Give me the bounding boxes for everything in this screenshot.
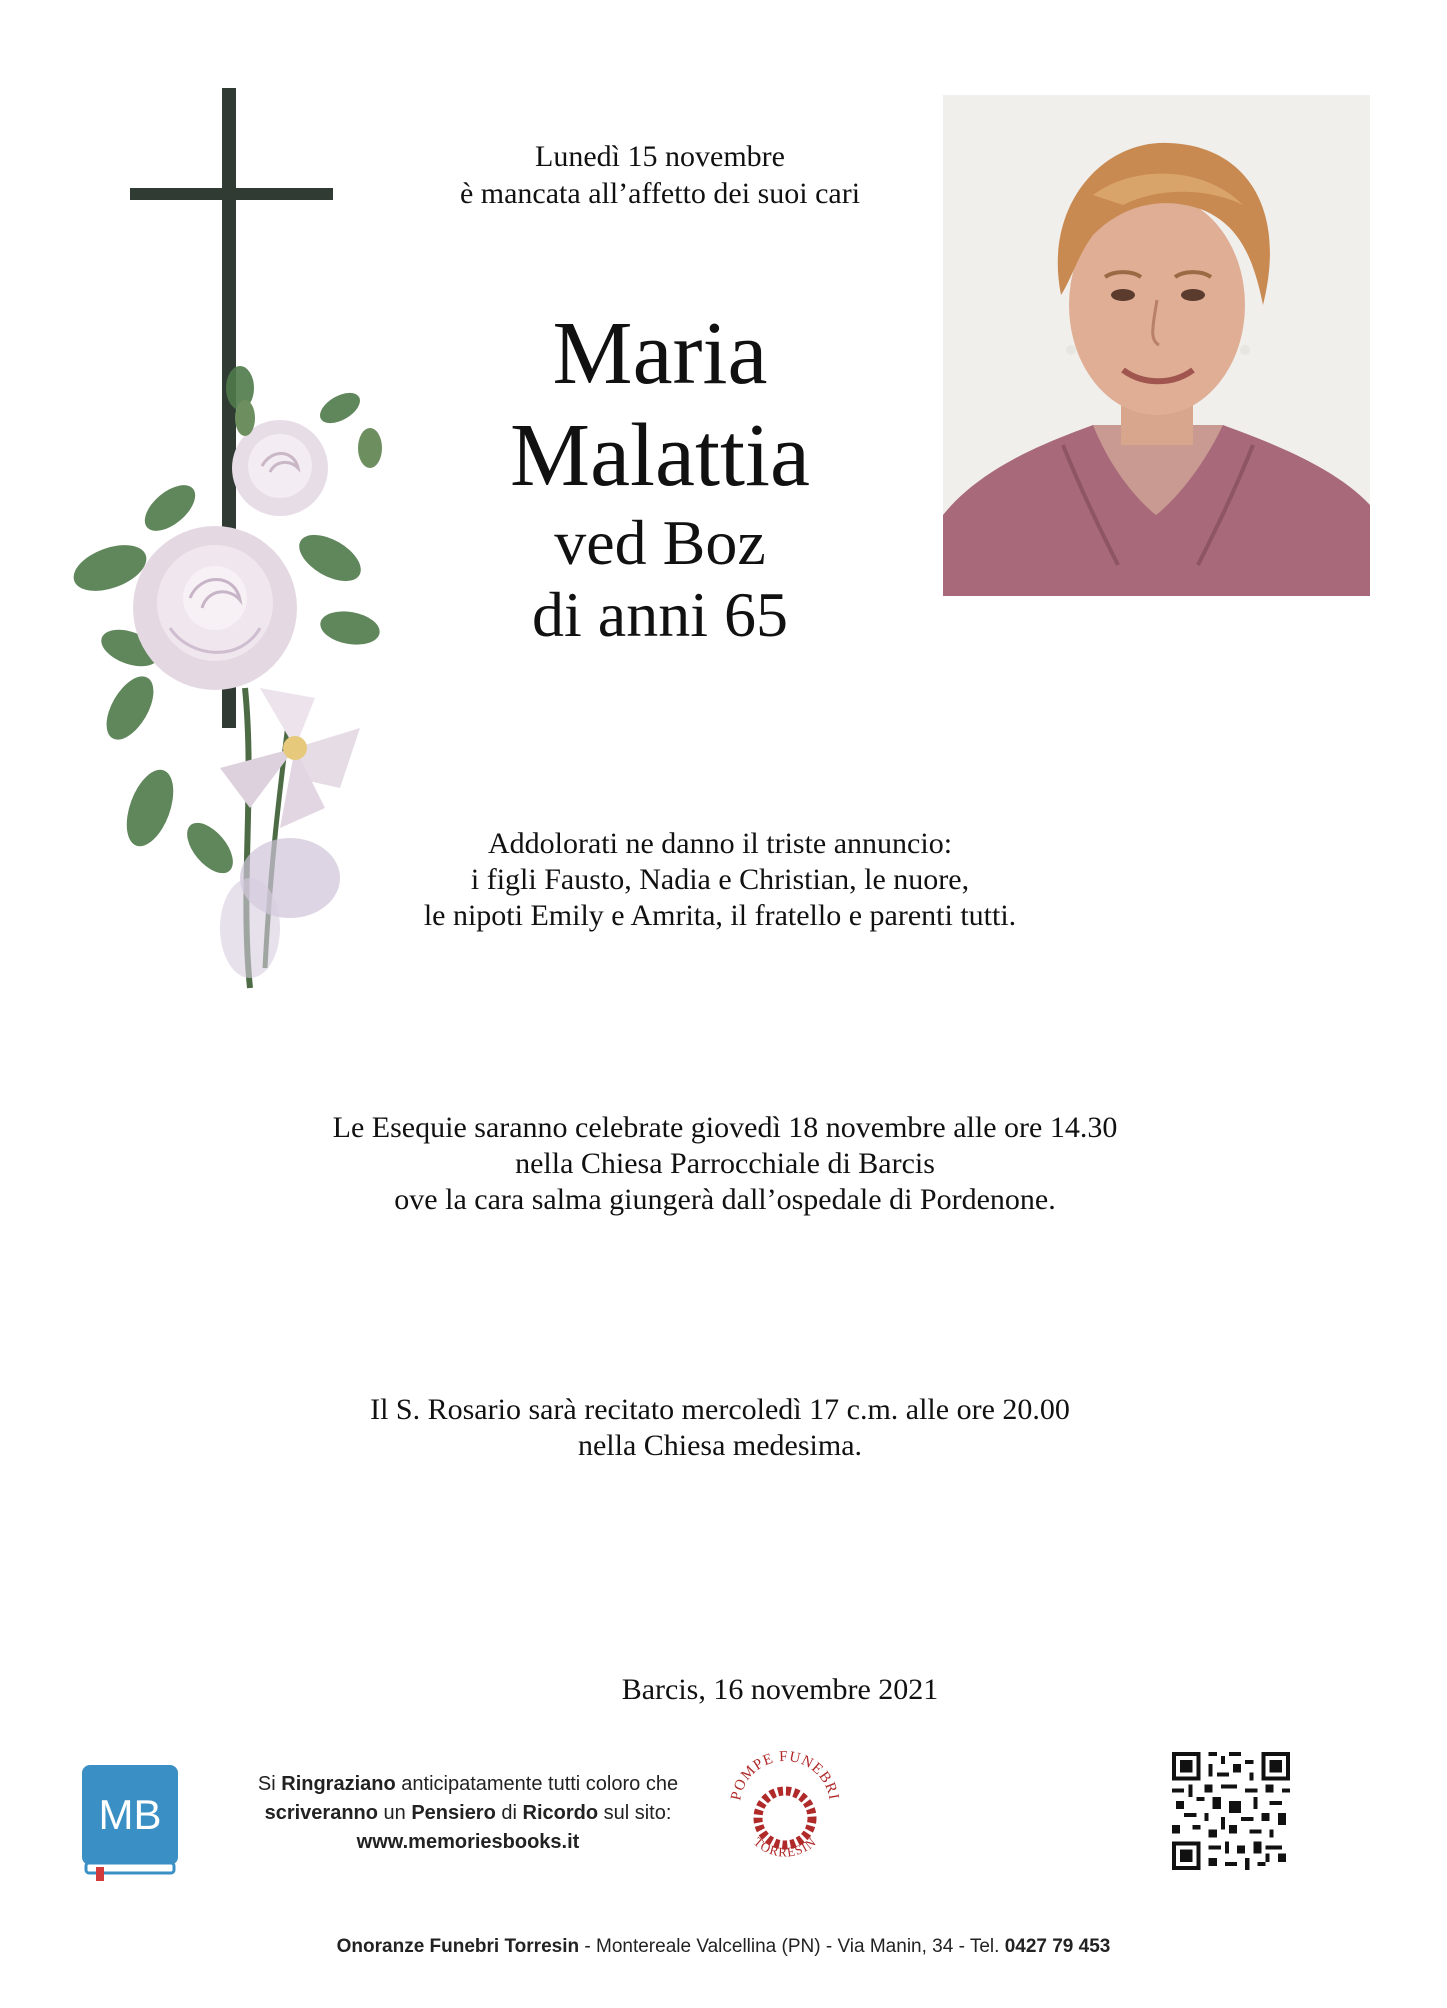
thanks-line-1: Si Ringraziano anticipatamente tutti coloro che xyxy=(257,1773,679,1795)
thanks-line-2: scriveranno un Pensiero di Ricordo sul sito: xyxy=(264,1802,672,1824)
announcement-line: Addolorati ne danno il triste annuncio: xyxy=(487,827,953,860)
rosary-details xyxy=(260,1392,1180,1464)
funeral-line: ove la cara salma giungerà dall’ospedale di Pordenone. xyxy=(394,1183,1056,1216)
widow-of: ved Boz xyxy=(554,507,766,578)
company-footer xyxy=(0,1935,1447,1959)
memoriesbooks-logo xyxy=(80,1763,180,1881)
announcement-text xyxy=(330,826,1110,934)
place-date: Barcis, 16 novembre 2021 xyxy=(621,1673,939,1706)
last-name: Malattia xyxy=(510,406,810,505)
svg-text:POMPE FUNEBRI xyxy=(728,1749,841,1802)
funeral-line: nella Chiesa Parrocchiale di Barcis xyxy=(515,1147,935,1180)
first-name: Maria xyxy=(552,304,768,403)
mb-logo-text: MB xyxy=(98,1791,162,1838)
pompe-funebri-logo xyxy=(722,1738,848,1878)
funeral-line: Le Esequie saranno celebrate giovedì 18 novembre alle ore 14.30 xyxy=(332,1111,1118,1144)
company-address: - Montereale Valcellina (PN) - Via Manin, 34 - Tel. xyxy=(579,1936,1005,1957)
age: di anni 65 xyxy=(532,579,788,650)
funeral-details xyxy=(200,1110,1250,1218)
rosary-line: nella Chiesa medesima. xyxy=(577,1429,863,1462)
company-name: Onoranze Funebri Torresin xyxy=(336,1936,580,1957)
rosary-line: Il S. Rosario sarà recitato mercoledì 17 c.m. alle ore 20.00 xyxy=(370,1393,1070,1426)
qr-code[interactable] xyxy=(1172,1752,1290,1870)
company-phone[interactable]: 0427 79 453 xyxy=(1004,1936,1111,1957)
intro-line-date: Lunedì 15 novembre xyxy=(535,140,785,173)
announcement-line: i figli Fausto, Nadia e Christian, le nuore, xyxy=(470,863,970,896)
deceased-name-block xyxy=(400,303,920,651)
portrait-photo xyxy=(943,95,1370,596)
intro-text xyxy=(380,138,940,212)
pompe-top-text: POMPE FUNEBRI xyxy=(728,1748,842,1802)
website-link[interactable]: www.memoriesbooks.it xyxy=(356,1831,580,1853)
pompe-bottom-text: TORRESIN xyxy=(750,1833,820,1860)
announcement-line: le nipoti Emily e Amrita, il fratello e parenti tutti. xyxy=(423,899,1017,932)
intro-line-passing: è mancata all’affetto dei suoi cari xyxy=(459,177,861,210)
thanks-text xyxy=(218,1770,718,1857)
